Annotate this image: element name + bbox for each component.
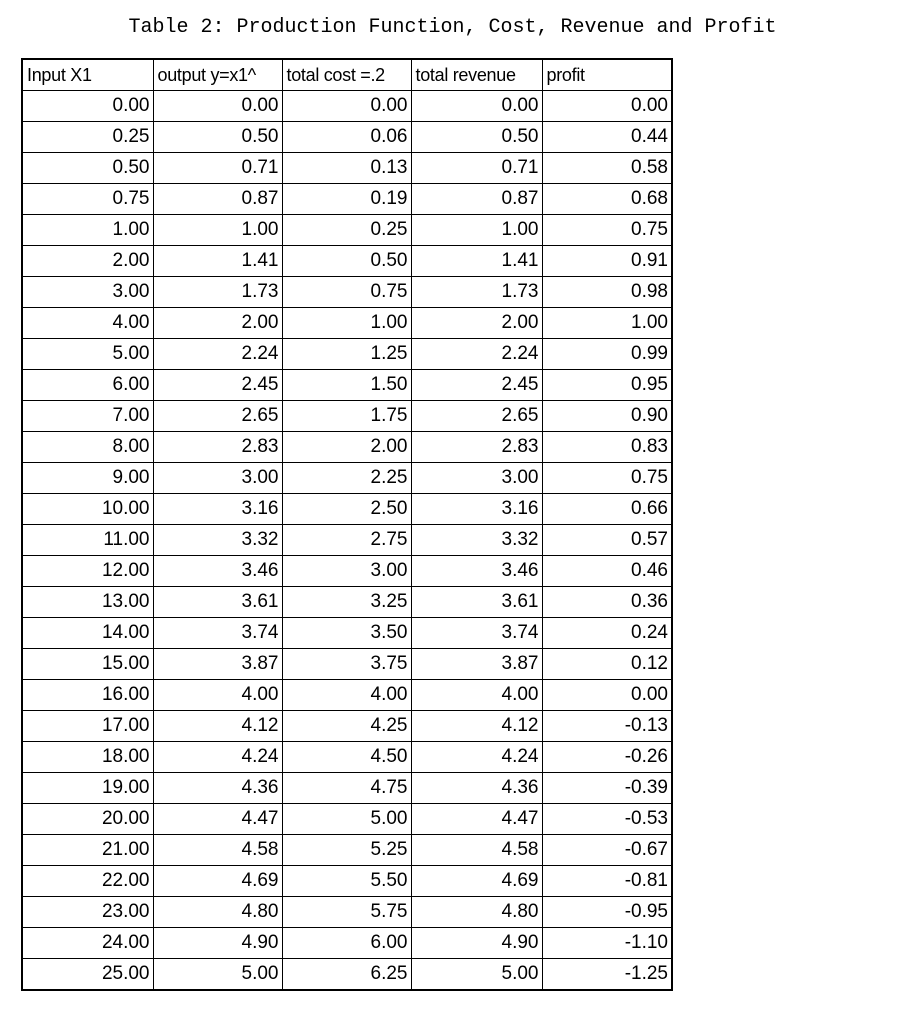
cell-output: 2.65 <box>153 401 282 432</box>
cell-total-cost: 1.25 <box>282 339 411 370</box>
cell-input-x1: 13.00 <box>22 587 153 618</box>
cell-total-revenue: 0.71 <box>411 153 542 184</box>
cell-input-x1: 7.00 <box>22 401 153 432</box>
cell-input-x1: 0.25 <box>22 122 153 153</box>
cell-profit: 0.68 <box>542 184 672 215</box>
header-total-cost: total cost =.2 <box>282 59 411 91</box>
table-row <box>22 370 672 401</box>
cell-profit: 0.75 <box>542 463 672 494</box>
cell-profit: 0.58 <box>542 153 672 184</box>
cell-input-x1: 16.00 <box>22 680 153 711</box>
cell-total-cost: 1.75 <box>282 401 411 432</box>
cell-total-revenue: 0.00 <box>411 91 542 122</box>
header-row <box>22 59 672 91</box>
cell-total-revenue: 3.32 <box>411 525 542 556</box>
cell-profit: -0.39 <box>542 773 672 804</box>
cell-total-cost: 4.25 <box>282 711 411 742</box>
cell-profit: -0.95 <box>542 897 672 928</box>
table-body <box>22 91 672 991</box>
header-output: output y=x1^ <box>153 59 282 91</box>
cell-output: 4.80 <box>153 897 282 928</box>
cell-profit: 0.12 <box>542 649 672 680</box>
cell-total-revenue: 3.74 <box>411 618 542 649</box>
cell-total-cost: 1.00 <box>282 308 411 339</box>
cell-input-x1: 4.00 <box>22 308 153 339</box>
cell-output: 1.73 <box>153 277 282 308</box>
cell-total-cost: 5.25 <box>282 835 411 866</box>
cell-total-cost: 6.25 <box>282 959 411 991</box>
table-row <box>22 215 672 246</box>
table-row <box>22 494 672 525</box>
cell-total-revenue: 2.00 <box>411 308 542 339</box>
cell-total-cost: 3.50 <box>282 618 411 649</box>
cell-output: 1.00 <box>153 215 282 246</box>
cell-input-x1: 3.00 <box>22 277 153 308</box>
cell-output: 0.50 <box>153 122 282 153</box>
table-caption: Table 2: Production Function, Cost, Revenue and Profit <box>128 16 777 39</box>
cell-input-x1: 12.00 <box>22 556 153 587</box>
cell-output: 3.74 <box>153 618 282 649</box>
cell-total-cost: 3.25 <box>282 587 411 618</box>
cell-total-cost: 0.19 <box>282 184 411 215</box>
cell-output: 4.90 <box>153 928 282 959</box>
cell-output: 2.24 <box>153 339 282 370</box>
cell-output: 0.00 <box>153 91 282 122</box>
cell-output: 5.00 <box>153 959 282 991</box>
table-row <box>22 122 672 153</box>
cell-input-x1: 8.00 <box>22 432 153 463</box>
cell-output: 3.46 <box>153 556 282 587</box>
table-row <box>22 897 672 928</box>
cell-total-revenue: 1.73 <box>411 277 542 308</box>
cell-total-cost: 4.50 <box>282 742 411 773</box>
cell-profit: -0.81 <box>542 866 672 897</box>
cell-profit: 0.00 <box>542 680 672 711</box>
data-table <box>21 58 673 991</box>
cell-profit: -0.53 <box>542 804 672 835</box>
cell-total-cost: 0.25 <box>282 215 411 246</box>
cell-profit: 0.36 <box>542 587 672 618</box>
cell-profit: 0.57 <box>542 525 672 556</box>
cell-total-cost: 0.75 <box>282 277 411 308</box>
cell-input-x1: 2.00 <box>22 246 153 277</box>
table-row <box>22 928 672 959</box>
cell-output: 4.47 <box>153 804 282 835</box>
cell-input-x1: 0.00 <box>22 91 153 122</box>
cell-input-x1: 11.00 <box>22 525 153 556</box>
table-row <box>22 649 672 680</box>
cell-profit: 0.90 <box>542 401 672 432</box>
cell-input-x1: 15.00 <box>22 649 153 680</box>
cell-input-x1: 9.00 <box>22 463 153 494</box>
cell-total-cost: 3.00 <box>282 556 411 587</box>
table-row <box>22 742 672 773</box>
cell-output: 4.58 <box>153 835 282 866</box>
cell-output: 2.45 <box>153 370 282 401</box>
cell-total-revenue: 3.61 <box>411 587 542 618</box>
cell-total-cost: 6.00 <box>282 928 411 959</box>
cell-total-revenue: 1.00 <box>411 215 542 246</box>
cell-total-revenue: 1.41 <box>411 246 542 277</box>
cell-total-revenue: 2.45 <box>411 370 542 401</box>
cell-input-x1: 14.00 <box>22 618 153 649</box>
table-row <box>22 618 672 649</box>
cell-output: 4.00 <box>153 680 282 711</box>
cell-input-x1: 21.00 <box>22 835 153 866</box>
cell-total-cost: 5.00 <box>282 804 411 835</box>
cell-total-revenue: 4.00 <box>411 680 542 711</box>
table-row <box>22 153 672 184</box>
cell-output: 2.00 <box>153 308 282 339</box>
table-row <box>22 401 672 432</box>
cell-profit: -0.26 <box>542 742 672 773</box>
cell-total-cost: 5.75 <box>282 897 411 928</box>
cell-profit: 0.00 <box>542 91 672 122</box>
cell-profit: 0.66 <box>542 494 672 525</box>
cell-total-cost: 0.06 <box>282 122 411 153</box>
cell-input-x1: 5.00 <box>22 339 153 370</box>
cell-total-cost: 4.00 <box>282 680 411 711</box>
table-container <box>21 58 673 991</box>
cell-output: 4.36 <box>153 773 282 804</box>
cell-input-x1: 0.50 <box>22 153 153 184</box>
table-row <box>22 308 672 339</box>
cell-total-revenue: 0.50 <box>411 122 542 153</box>
table-row <box>22 277 672 308</box>
cell-input-x1: 23.00 <box>22 897 153 928</box>
cell-total-cost: 2.50 <box>282 494 411 525</box>
table-row <box>22 432 672 463</box>
cell-total-revenue: 2.65 <box>411 401 542 432</box>
cell-total-cost: 2.25 <box>282 463 411 494</box>
table-row <box>22 587 672 618</box>
cell-total-revenue: 3.00 <box>411 463 542 494</box>
cell-input-x1: 6.00 <box>22 370 153 401</box>
cell-total-revenue: 3.46 <box>411 556 542 587</box>
cell-profit: 0.91 <box>542 246 672 277</box>
cell-profit: -1.25 <box>542 959 672 991</box>
cell-total-revenue: 4.80 <box>411 897 542 928</box>
cell-input-x1: 0.75 <box>22 184 153 215</box>
table-row <box>22 804 672 835</box>
cell-total-cost: 5.50 <box>282 866 411 897</box>
cell-total-revenue: 3.16 <box>411 494 542 525</box>
cell-total-cost: 0.13 <box>282 153 411 184</box>
cell-total-revenue: 4.12 <box>411 711 542 742</box>
cell-output: 3.61 <box>153 587 282 618</box>
cell-total-cost: 0.50 <box>282 246 411 277</box>
cell-total-revenue: 3.87 <box>411 649 542 680</box>
table-row <box>22 246 672 277</box>
table-row <box>22 773 672 804</box>
cell-output: 4.12 <box>153 711 282 742</box>
table-row <box>22 959 672 991</box>
cell-total-revenue: 4.90 <box>411 928 542 959</box>
cell-profit: -1.10 <box>542 928 672 959</box>
cell-total-revenue: 5.00 <box>411 959 542 991</box>
cell-total-cost: 3.75 <box>282 649 411 680</box>
cell-output: 0.87 <box>153 184 282 215</box>
cell-output: 4.69 <box>153 866 282 897</box>
cell-total-revenue: 4.58 <box>411 835 542 866</box>
table-row <box>22 91 672 122</box>
cell-input-x1: 1.00 <box>22 215 153 246</box>
cell-total-cost: 2.00 <box>282 432 411 463</box>
cell-total-revenue: 4.47 <box>411 804 542 835</box>
cell-profit: 0.24 <box>542 618 672 649</box>
cell-output: 3.87 <box>153 649 282 680</box>
cell-total-revenue: 2.83 <box>411 432 542 463</box>
cell-total-revenue: 4.69 <box>411 866 542 897</box>
cell-output: 1.41 <box>153 246 282 277</box>
cell-input-x1: 22.00 <box>22 866 153 897</box>
cell-profit: -0.67 <box>542 835 672 866</box>
table-row <box>22 525 672 556</box>
cell-output: 3.16 <box>153 494 282 525</box>
cell-profit: 0.98 <box>542 277 672 308</box>
cell-profit: -0.13 <box>542 711 672 742</box>
cell-input-x1: 18.00 <box>22 742 153 773</box>
table-row <box>22 463 672 494</box>
cell-profit: 0.99 <box>542 339 672 370</box>
cell-input-x1: 17.00 <box>22 711 153 742</box>
table-row <box>22 866 672 897</box>
cell-profit: 1.00 <box>542 308 672 339</box>
cell-profit: 0.83 <box>542 432 672 463</box>
cell-profit: 0.75 <box>542 215 672 246</box>
cell-input-x1: 25.00 <box>22 959 153 991</box>
cell-output: 3.32 <box>153 525 282 556</box>
cell-input-x1: 19.00 <box>22 773 153 804</box>
cell-total-cost: 0.00 <box>282 91 411 122</box>
table-row <box>22 835 672 866</box>
cell-total-cost: 1.50 <box>282 370 411 401</box>
cell-total-revenue: 4.24 <box>411 742 542 773</box>
header-profit: profit <box>542 59 672 91</box>
cell-output: 0.71 <box>153 153 282 184</box>
cell-profit: 0.46 <box>542 556 672 587</box>
cell-total-revenue: 0.87 <box>411 184 542 215</box>
table-row <box>22 339 672 370</box>
table-row <box>22 680 672 711</box>
cell-output: 2.83 <box>153 432 282 463</box>
table-row <box>22 711 672 742</box>
cell-input-x1: 10.00 <box>22 494 153 525</box>
table-row <box>22 184 672 215</box>
cell-total-cost: 4.75 <box>282 773 411 804</box>
cell-total-revenue: 4.36 <box>411 773 542 804</box>
cell-output: 3.00 <box>153 463 282 494</box>
cell-profit: 0.95 <box>542 370 672 401</box>
header-total-revenue: total revenue <box>411 59 542 91</box>
header-input-x1: Input X1 <box>22 59 153 91</box>
cell-output: 4.24 <box>153 742 282 773</box>
cell-input-x1: 20.00 <box>22 804 153 835</box>
cell-total-cost: 2.75 <box>282 525 411 556</box>
table-row <box>22 556 672 587</box>
cell-profit: 0.44 <box>542 122 672 153</box>
cell-input-x1: 24.00 <box>22 928 153 959</box>
cell-total-revenue: 2.24 <box>411 339 542 370</box>
